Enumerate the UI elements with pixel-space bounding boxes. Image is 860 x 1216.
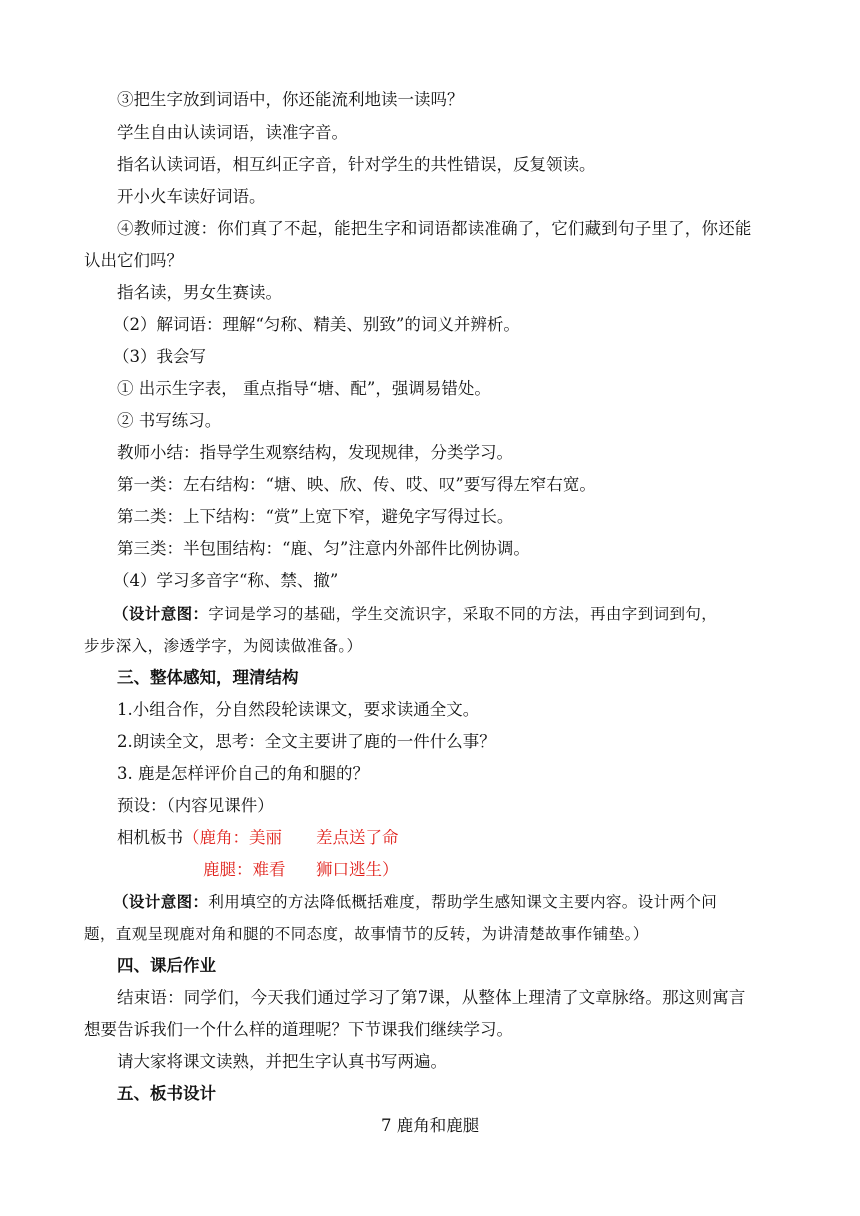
paragraph-line: 认出它们吗？: [84, 251, 183, 270]
design-intent-note-2: [113, 890, 717, 914]
paragraph-line: ③把生字放到词语中，你还能流利地读一读吗？: [117, 90, 464, 109]
paragraph-line: 指名认读词语，相互纠正字音，针对学生的共性错误，反复领读。: [117, 155, 596, 174]
design-intent-note: [113, 602, 717, 626]
section-heading-4: 四、课后作业: [117, 956, 216, 975]
paragraph-line: （4）学习多音字“称、禁、撤”: [113, 571, 339, 590]
board-notes-antler-result: 差点送了命: [316, 828, 399, 847]
paragraph-line: 想要告诉我们一个什么样的道理呢？下节课我们继续学习。: [84, 1020, 513, 1039]
paragraph-line: 学生自由认读词语，读准字音。: [117, 123, 348, 142]
paragraph-line: 指名读，男女生赛读。: [117, 283, 282, 302]
design-intent-label-2: （设计意图：: [113, 893, 209, 911]
paragraph-line: 开小火车读好词语。: [117, 187, 266, 206]
paragraph-line: 结束语：同学们，今天我们通过学习了第7课，从整体上理清了文章脉络。那这则寓言: [117, 988, 746, 1007]
paragraph-line: 教师小结：指导学生观察结构，发现规律，分类学习。: [117, 443, 513, 462]
board-notes-line-1: [117, 826, 282, 850]
board-notes-label: 相机板书: [117, 828, 183, 847]
section-heading-5: 五、板书设计: [117, 1084, 216, 1103]
paragraph-line: 预设：（内容见课件）: [117, 796, 274, 815]
paragraph-line: 请大家将课文读熟，并把生字认真书写两遍。: [117, 1052, 447, 1071]
paragraph-line: ④教师过渡：你们真了不起，能把生字和词语都读准确了，它们藏到句子里了，你还能: [117, 219, 752, 238]
design-intent-text-2: 利用填空的方法降低概括难度，帮助学生感知课文主要内容。设计两个问: [208, 893, 718, 911]
design-intent-text: 字词是学习的基础，学生交流识字，采取不同的方法，再由字到词到句，: [208, 605, 718, 623]
design-intent-label: （设计意图：: [113, 605, 209, 623]
design-intent-note-2-cont: 题，直观呈现鹿对角和腿的不同态度，故事情节的反转，为讲清楚故事作铺垫。）: [84, 925, 649, 943]
paragraph-line: 第一类：左右结构：“塘、映、欣、传、哎、叹”要写得左窄右宽。: [117, 475, 596, 494]
paragraph-line: ① 出示生字表， 重点指导“塘、配”，强调易错处。: [117, 379, 491, 398]
board-notes-leg: 鹿腿：难看: [203, 860, 286, 879]
paragraph-line: 第三类：半包围结构：“鹿、匀”注意内外部件比例协调。: [117, 539, 530, 558]
paragraph-line: （3）我会写: [113, 347, 206, 366]
paragraph-line: ② 书写练习。: [117, 411, 222, 430]
board-notes-antler: （鹿角：美丽: [183, 828, 282, 847]
design-intent-note-cont: 步步深入，渗透学字，为阅读做准备。）: [84, 637, 363, 655]
paragraph-line: （2）解词语：理解“匀称、精美、别致”的词义并辨析。: [113, 315, 520, 334]
board-design-title: 7 鹿角和鹿腿: [381, 1116, 480, 1135]
paragraph-line: 1.小组合作，分自然段轮读课文，要求读通全文。: [117, 700, 480, 719]
paragraph-line: 2.朗读全文，思考：全文主要讲了鹿的一件什么事？: [117, 732, 496, 751]
board-notes-leg-result: 狮口逃生）: [316, 860, 399, 879]
section-heading-3: 三、整体感知，理清结构: [117, 668, 299, 687]
paragraph-line: 第二类：上下结构：“赏”上宽下窄，避免字写得过长。: [117, 507, 514, 526]
paragraph-line: 3. 鹿是怎样评价自己的角和腿的？: [117, 764, 369, 783]
